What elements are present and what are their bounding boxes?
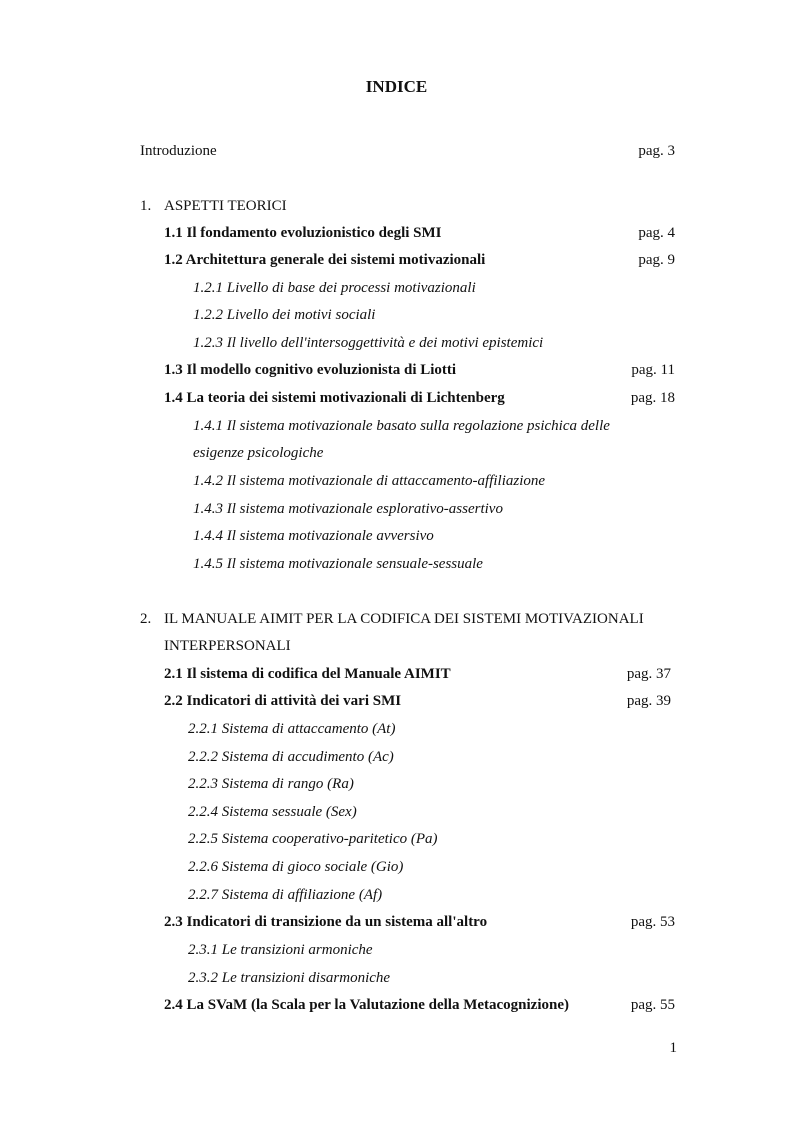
toc-entry-2-2-1: 2.2.1 Sistema di attaccamento (At) (188, 721, 396, 737)
toc-entry-1-4-1: 1.4.1 Il sistema motivazionale basato sulla regolazione psichica delle (193, 418, 610, 434)
toc-entry-1-4-4: 1.4.4 Il sistema motivazionale avversivo (193, 528, 434, 544)
toc-page-1-1: pag. 4 (638, 225, 675, 241)
toc-entry-2-1: 2.1 Il sistema di codifica del Manuale AIMIT (164, 666, 451, 682)
toc-entry-2-4: 2.4 La SVaM (la Scala per la Valutazione della Metacognizione) (164, 997, 569, 1013)
toc-entry-2-3-2: 2.3.2 Le transizioni disarmoniche (188, 970, 391, 986)
toc-entry-2-3-1: 2.3.1 Le transizioni armoniche (188, 942, 373, 958)
toc-page-2-2: pag. 39 (626, 693, 671, 709)
toc-entry-1-2: 1.2 Architettura generale dei sistemi motivazionali (164, 252, 486, 268)
section-2-number: 2. (140, 611, 152, 627)
toc-page-1-2: pag. 9 (638, 252, 675, 268)
toc-entry-1-1: 1.1 Il fondamento evoluzionistico degli SMI (164, 225, 442, 241)
toc-entry-1-3: 1.3 Il modello cognitivo evoluzionista di Liotti (164, 362, 457, 378)
page-number: 1 (669, 1040, 677, 1056)
page-title: INDICE (365, 77, 428, 96)
toc-page-1-4: pag. 18 (630, 390, 675, 406)
toc-page-1-3: pag. 11 (631, 362, 675, 378)
toc-entry-1-2-3: 1.2.3 Il livello dell'intersoggettività e dei motivi epistemici (193, 335, 544, 351)
toc-page-introduzione: pag. 3 (638, 143, 675, 159)
toc-entry-2-2-3: 2.2.3 Sistema di rango (Ra) (188, 776, 354, 792)
toc-entry-1-4-1-cont: esigenze psicologiche (193, 445, 324, 461)
toc-page-2-1: pag. 37 (626, 666, 671, 682)
toc-entry-1-2-2: 1.2.2 Livello dei motivi sociali (193, 307, 376, 323)
toc-entry-1-4-3: 1.4.3 Il sistema motivazionale esplorativo-assertivo (193, 501, 503, 517)
toc-entry-2-2-6: 2.2.6 Sistema di gioco sociale (Gio) (188, 859, 404, 875)
section-2-title-cont: INTERPERSONALI (164, 638, 291, 654)
toc-entry-2-3: 2.3 Indicatori di transizione da un sistema all'altro (164, 914, 488, 930)
toc-entry-introduzione: Introduzione (140, 143, 217, 159)
section-1-title: ASPETTI TEORICI (164, 198, 287, 214)
toc-entry-1-4-2: 1.4.2 Il sistema motivazionale di attaccamento-affiliazione (193, 473, 546, 489)
toc-entry-2-2-2: 2.2.2 Sistema di accudimento (Ac) (188, 749, 394, 765)
toc-entry-2-2-4: 2.2.4 Sistema sessuale (Sex) (188, 804, 357, 820)
toc-page-2-4: pag. 55 (630, 997, 675, 1013)
section-2-title: IL MANUALE AIMIT PER LA CODIFICA DEI SISTEMI MOTIVAZIONALI (164, 611, 644, 627)
toc-entry-2-2-5: 2.2.5 Sistema cooperativo-paritetico (Pa) (188, 831, 438, 847)
toc-entry-2-2: 2.2 Indicatori di attività dei vari SMI (164, 693, 402, 709)
section-1-number: 1. (140, 198, 152, 214)
toc-entry-2-2-7: 2.2.7 Sistema di affiliazione (Af) (188, 887, 383, 903)
toc-entry-1-4: 1.4 La teoria dei sistemi motivazionali di Lichtenberg (164, 390, 505, 406)
toc-entry-1-4-5: 1.4.5 Il sistema motivazionale sensuale-sessuale (193, 556, 483, 572)
toc-entry-1-2-1: 1.2.1 Livello di base dei processi motivazionali (193, 280, 476, 296)
toc-page-2-3: pag. 53 (630, 914, 675, 930)
